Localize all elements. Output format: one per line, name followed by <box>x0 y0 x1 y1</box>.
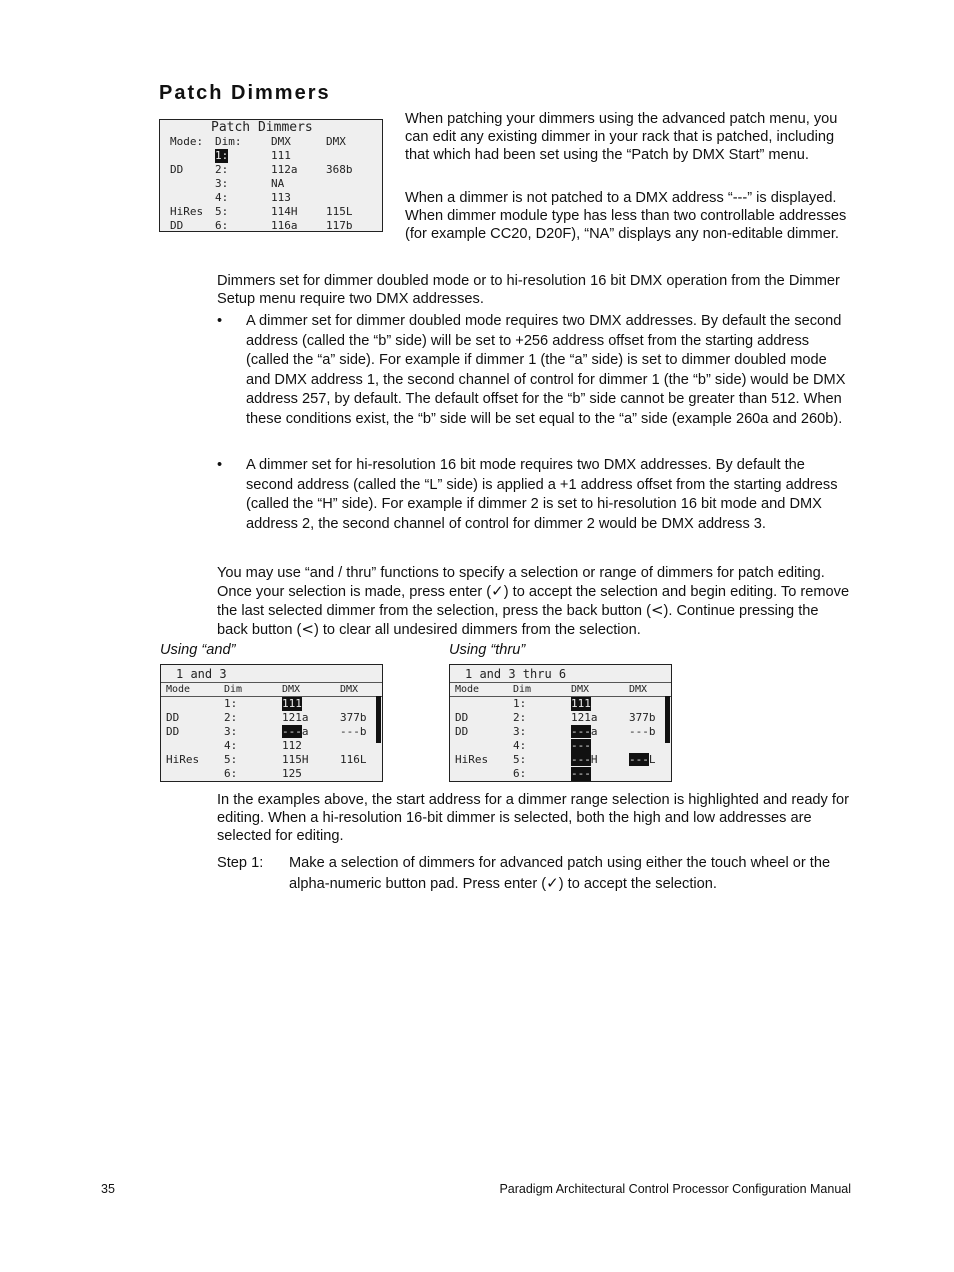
row-dmx: 112 <box>282 739 302 752</box>
back-arrow-icon: < <box>650 601 664 619</box>
table-row <box>161 767 382 781</box>
table-row <box>161 697 382 711</box>
row-dmx-2: 368b <box>326 163 353 176</box>
row-dmx-2: 377b <box>629 711 656 724</box>
intro-paragraph-2: When a dimmer is not patched to a DMX address “---” is displayed. When dimmer module type has less than two controllable addresses (for example CC20, D20F), “NA” displays any non-editable dimmer. <box>405 190 847 242</box>
back-arrow-icon: < <box>301 620 314 638</box>
row-dmx-selected: --- <box>571 739 591 752</box>
row-dim: 1: <box>224 697 238 710</box>
row-dmx-selected: --- <box>571 767 591 780</box>
table-row <box>160 191 382 205</box>
step-1-text-2: ) to accept the selection. <box>558 876 717 892</box>
bullet-hires-mode: A dimmer set for hi-resolution 16 bit mode requires two DMX addresses. By default the second address (called the “L” side) is applied a +1 address offset from the starting address (called the “H” side). For example if dimmer 2 is set to hi-resolution 16 bit mode and DMX address 2, the second channel of control for dimmer 2 would be DMX address 3. <box>246 457 838 532</box>
row-mode: DD <box>166 725 180 738</box>
lcd-title: 1 and 3 thru 6 <box>465 667 567 681</box>
caption-using-thru: Using “thru” <box>449 642 526 658</box>
and-thru-text-3: ). Continue pressing the back button ( <box>217 603 819 638</box>
header-dim: Dim: <box>215 135 242 148</box>
step-1-text <box>289 853 855 894</box>
row-mode: HiRes <box>455 753 489 766</box>
row-dmx: 116a <box>271 219 298 232</box>
row-dim: 3: <box>215 177 229 190</box>
header-mode: Mode <box>166 684 191 695</box>
checkmark-icon: ✓ <box>546 874 559 892</box>
row-dim: 4: <box>513 739 527 752</box>
section-heading: Patch Dimmers <box>159 82 331 104</box>
row-dmx-2: ---b <box>629 725 656 738</box>
row-dmx: 111 <box>271 149 291 162</box>
lcd-title: Patch Dimmers <box>211 120 313 135</box>
table-row <box>450 767 671 781</box>
table-row <box>161 753 382 767</box>
table-row <box>450 753 671 767</box>
header-mode: Mode <box>455 684 480 695</box>
row-dmx-2: 117b <box>326 219 353 232</box>
table-row <box>160 205 382 219</box>
intro-paragraph-1: When patching your dimmers using the advanced patch menu, you can edit any existing dimmer in your rack that is patched, including that which had been set using the “Patch by DMX Start” menu. <box>405 111 838 163</box>
examples-paragraph: In the examples above, the start address for a dimmer range selection is highlighted and ready for editing. When a hi-resolution 16-bit dimmer is selected, both the high and low addresses are selected for editing. <box>217 792 849 844</box>
table-row <box>160 219 382 233</box>
and-thru-paragraph <box>217 564 853 639</box>
row-dmx-selected: 111 <box>571 697 591 710</box>
row-dim: 2: <box>215 163 229 176</box>
row-dim: 3: <box>513 725 527 738</box>
lcd-header-row <box>450 683 671 697</box>
row-dim: 5: <box>215 205 229 218</box>
table-row <box>161 711 382 725</box>
row-dim: 6: <box>513 767 527 780</box>
bullet-marker: • <box>217 313 223 329</box>
row-dmx: 112a <box>271 163 298 176</box>
bullet-doubled-mode: A dimmer set for dimmer doubled mode requires two DMX addresses. By default the second address (called the “b” side) will be set to +256 address offset from the starting address (called the “a” side). For example if dimmer 1 (the “a” side) is set to dimmer doubled mode and DMX address 1, the second channel of control for dimmer 1 (the “b” side) would be DMX address 257, by default. The default offset for the “b” side cannot be greater than 512. When these conditions exist, the “b” side will be set equal to the “a” side (example 260a and 260b). <box>246 313 846 427</box>
row-mode: DD <box>166 711 180 724</box>
step-label: Step 1: <box>217 855 264 871</box>
row-dmx-partial-highlight: ---a <box>571 725 598 738</box>
caption-using-and: Using “and” <box>160 642 236 658</box>
lcd-header-row <box>161 683 382 697</box>
doubled-paragraph: Dimmers set for dimmer doubled mode or to hi-resolution 16 bit DMX operation from the Dimmer Setup menu require two DMX addresses. <box>217 273 840 307</box>
header-dim: Dim <box>224 684 243 695</box>
row-dmx-partial-highlight: ---H <box>571 753 598 766</box>
row-dmx: NA <box>271 177 285 190</box>
table-row <box>160 177 382 191</box>
header-dmx-2: DMX <box>629 684 648 695</box>
page-number: 35 <box>101 1182 115 1196</box>
header-mode: Mode: <box>170 135 204 148</box>
row-dmx-2: ---b <box>340 725 367 738</box>
row-dmx: 115H <box>282 753 309 766</box>
row-dim: 2: <box>513 711 527 724</box>
lcd-patch-dimmers <box>159 119 383 232</box>
row-dmx-2: 377b <box>340 711 367 724</box>
header-dmx-2: DMX <box>340 684 359 695</box>
row-dmx-partial-highlight: ---a <box>282 725 309 738</box>
row-dim: 3: <box>224 725 238 738</box>
row-dmx: 114H <box>271 205 298 218</box>
row-dmx: 113 <box>271 191 291 204</box>
header-dmx: DMX <box>282 684 301 695</box>
table-row <box>160 149 382 163</box>
row-dim: 6: <box>224 767 238 780</box>
table-row <box>450 711 671 725</box>
row-dim: 5: <box>513 753 527 766</box>
row-mode: DD <box>170 219 184 232</box>
header-dmx-2: DMX <box>326 135 346 148</box>
table-row <box>161 739 382 753</box>
and-thru-text-1: You may use “and / thru” functions to specify a selection or range of dimmers for patch editing. Once your selection is made, press enter ( <box>217 565 825 600</box>
table-row <box>450 739 671 753</box>
and-thru-text-4: ) to clear all undesired dimmers from the selection. <box>313 622 641 638</box>
row-dim: 6: <box>215 219 229 232</box>
row-dim-selected: 1: <box>215 149 229 162</box>
checkmark-icon: ✓ <box>491 582 504 600</box>
row-mode: HiRes <box>166 753 200 766</box>
table-row <box>450 697 671 711</box>
step-1-text-1: Make a selection of dimmers for advanced patch using either the touch wheel or the alpha-numeric button pad. Press enter ( <box>289 855 831 892</box>
row-dim: 4: <box>224 739 238 752</box>
lcd-title: 1 and 3 <box>176 667 227 681</box>
row-dim: 5: <box>224 753 238 766</box>
row-dmx-2: 115L <box>326 205 353 218</box>
row-mode: DD <box>170 163 184 176</box>
row-mode: DD <box>455 711 469 724</box>
row-dim: 2: <box>224 711 238 724</box>
row-dmx-2-partial-highlight: ---L <box>629 753 656 766</box>
row-mode: HiRes <box>170 205 204 218</box>
lcd-using-thru <box>449 664 672 782</box>
row-dmx-2: 116L <box>340 753 367 766</box>
header-dmx: DMX <box>271 135 291 148</box>
and-thru-text-2: ) to accept the selection and begin editing. To remove the last selected dimmer from the selection, press the back button ( <box>217 584 850 619</box>
row-dmx-selected: 111 <box>282 697 302 710</box>
row-dim: 1: <box>513 697 527 710</box>
row-dmx: 121a <box>282 711 309 724</box>
bullet-marker: • <box>217 457 223 473</box>
row-mode: DD <box>455 725 469 738</box>
lcd-using-and <box>160 664 383 782</box>
row-dim: 4: <box>215 191 229 204</box>
row-dmx: 121a <box>571 711 598 724</box>
table-row <box>160 163 382 177</box>
header-dmx: DMX <box>571 684 590 695</box>
table-row <box>450 725 671 739</box>
row-dmx: 125 <box>282 767 302 780</box>
lcd-header-row <box>160 135 382 149</box>
header-dim: Dim <box>513 684 532 695</box>
manual-title: Paradigm Architectural Control Processor Configuration Manual <box>499 1182 851 1196</box>
table-row <box>161 725 382 739</box>
